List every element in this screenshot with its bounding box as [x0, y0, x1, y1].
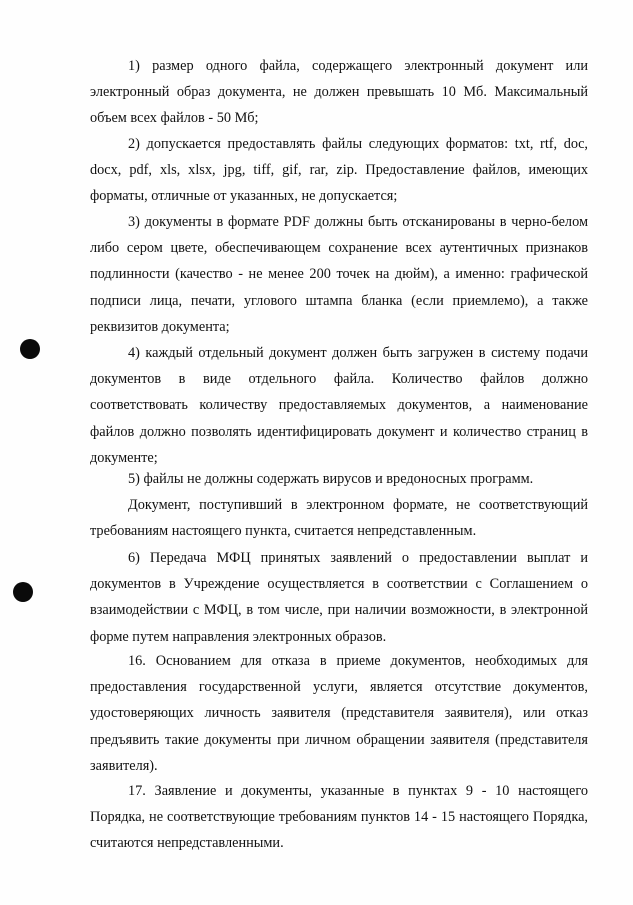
paragraph-item-16: 16. Основанием для отказа в приеме документов, необходимых для предоставления государственной услуги, является отсутствие документов, удостоверяющих личность заявителя (представителя заявителя), или отказ предъявить такие документы при личном обращении заявителя (представителя заявителя).: [90, 653, 588, 774]
paragraph-mfc-transfer: 6) Передача МФЦ принятых заявлений о предоставлении выплат и документов в Учреждение осуществляется в соответствии с Соглашением о взаимодействии с МФЦ, в том числе, при наличии возможности, в электронной форме путем направления электронных образов.: [90, 550, 588, 645]
paragraph-not-submitted: Документ, поступивший в электронном формате, не соответствующий требованиям настоящего пункта, считается непредставленным.: [90, 497, 588, 540]
paragraph-no-viruses: 5) файлы не должны содержать вирусов и вредоносных программ.: [128, 471, 534, 487]
paragraph-pdf-scan: 3) документы в формате PDF должны быть отсканированы в черно-белом либо сером цвете, обеспечивающем сохранение всех аутентичных признаков подлинности (качество - не менее 200 точек на дюйм), а именно: графической подписи лица, печати, углового штампа бланка (если приемлемо), а также реквизитов документа;: [90, 214, 588, 335]
punch-hole-lower: [13, 582, 33, 602]
paragraph-separate-files: 4) каждый отдельный документ должен быть загружен в систему подачи документов в виде отдельного файла. Количество файлов должно соответствовать количеству предоставляемых документов, а наименование файлов должно позволять идентифицировать документ и количество страниц в документе;: [90, 345, 588, 466]
paragraph-file-formats: 2) допускается предоставлять файлы следующих форматов: txt, rtf, doc, docx, pdf, xls, xlsx, jpg, tiff, gif, rar, zip. Предоставление файлов, имеющих форматы, отличные от указанных, не допускается;: [90, 136, 588, 205]
paragraph-file-size: 1) размер одного файла, содержащего электронный документ или электронный образ документа, не должен превышать 10 Мб. Максимальный объем всех файлов - 50 Мб;: [90, 58, 588, 127]
paragraph-item-17: 17. Заявление и документы, указанные в пунктах 9 - 10 настоящего Порядка, не соответствующие требованиям пунктов 14 - 15 настоящего Порядка, считаются непредставленными.: [90, 783, 588, 852]
punch-hole-upper: [20, 339, 40, 359]
